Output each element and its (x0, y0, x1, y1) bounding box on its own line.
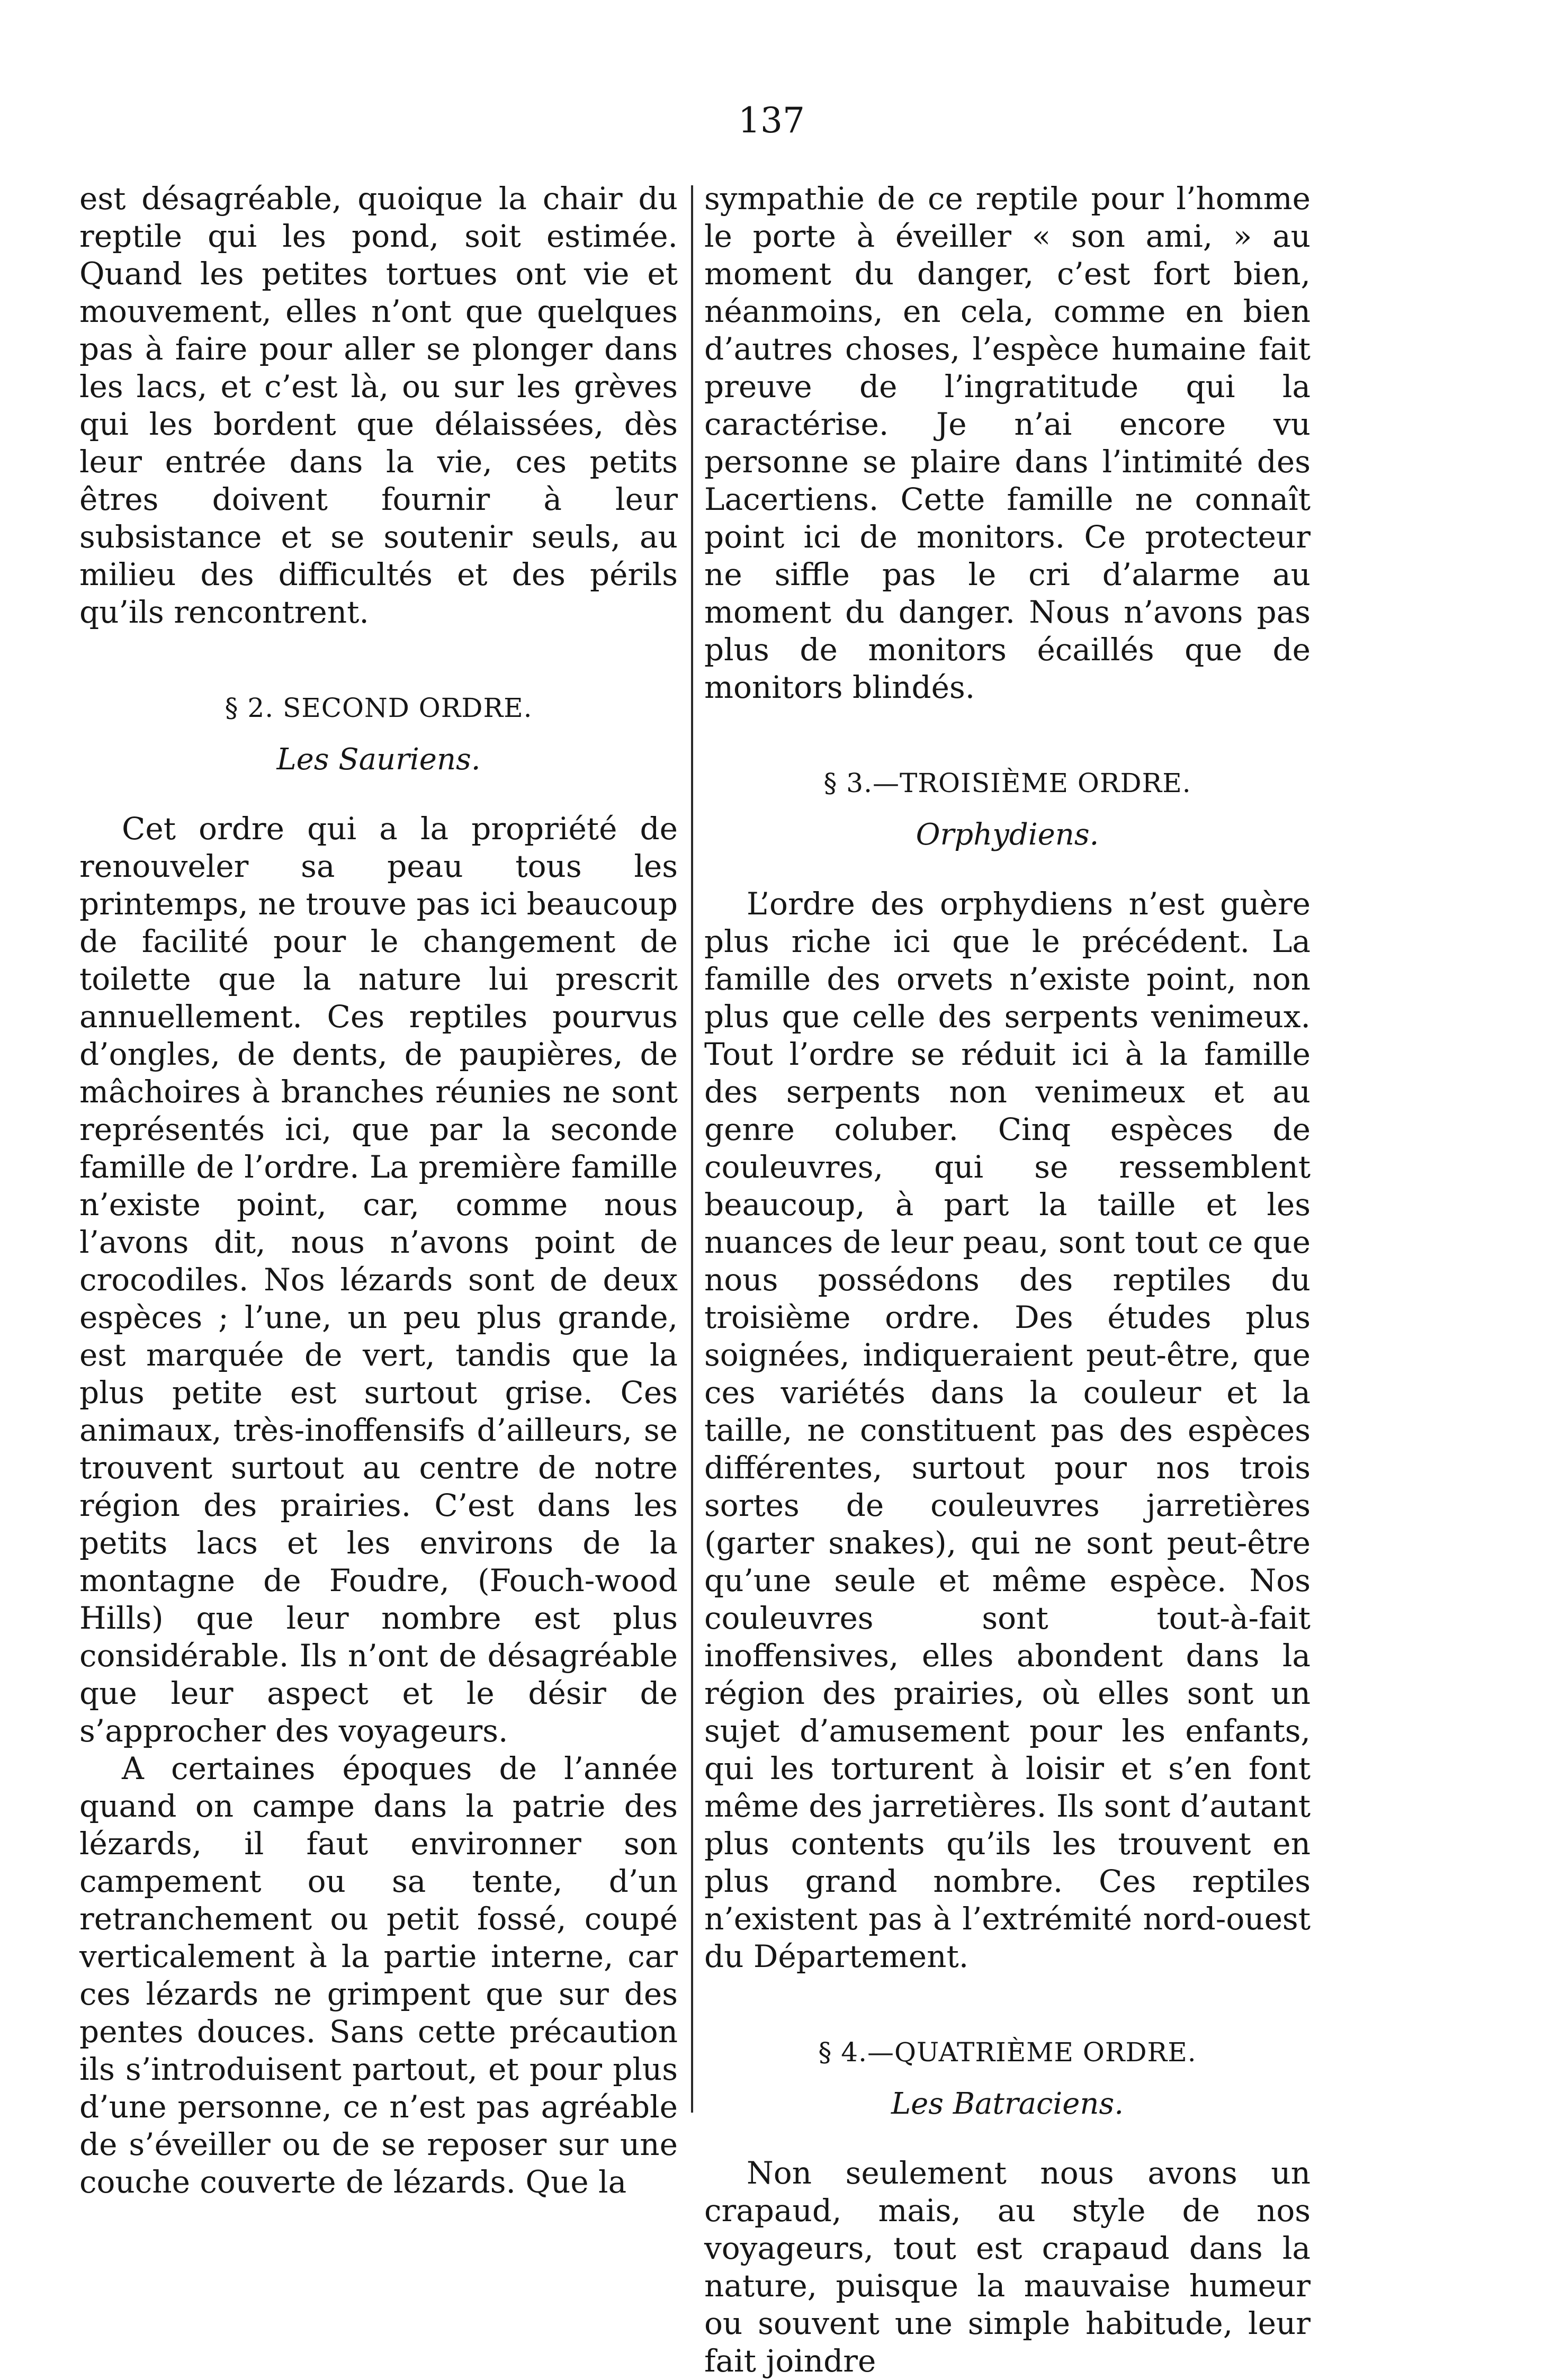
section-4-heading (704, 2034, 1311, 2071)
section-3-subtitle: Orphydiens. (916, 818, 1099, 852)
left-paragraph-3: A certaines époques de l’année quand on campe dans la patrie des lézards, il faut environner son campement ou sa tente, d’un retranchement ou petit fossé, coupé verticalement à la partie interne, car ces lézards ne grimpent que sur des pentes douces. Sans cette précaution ils s’introduisent partout, et pour plus d’une personne, ce n’est pas agréable de s’éveiller ou de se reposer sur une couche couverte de lézards. Que la (79, 1750, 678, 2200)
right-column (704, 180, 1311, 2379)
section-2-heading (79, 689, 678, 727)
section-4-number: § 4.— (818, 2037, 895, 2068)
column-divider (691, 185, 693, 2113)
section-3-number: § 3.— (823, 768, 900, 798)
section-2-number: § 2. (225, 693, 274, 723)
section-3-heading (704, 765, 1311, 802)
left-paragraph-2: Cet ordre qui a la propriété de renouveler sa peau tous les printemps, ne trouve pas ici beaucoup de facilité pour le changement de toilette que la nature lui prescrit annuellement. Ces reptiles pourvus d’ongles, de dents, de paupières, de mâchoires à branches réunies ne sont représentés ici, que par la seconde famille de l’ordre. La première famille n’existe point, car, comme nous l’avons dit, nous n’avons point de crocodiles. Nos lézards sont de deux espèces ; l’une, un peu plus grande, est marquée de vert, tandis que la plus petite est surtout grise. Ces animaux, très-inoffensifs d’ailleurs, se trouvent surtout au centre de notre région des prairies. C’est dans les petits lacs et les environs de la montagne de Foudre, (Fouch-wood Hills) que leur nombre est plus considérable. Ils n’ont de désagréable que leur aspect et le désir de s’approcher des voyageurs. (79, 811, 678, 1749)
section-2-title: SECOND ORDRE. (283, 693, 533, 723)
left-paragraph-1: est désagréable, quoique la chair du reptile qui les pond, soit estimée. Quand les petites tortues ont vie et mouvement, elles n’ont que quelques pas à faire pour aller se plonger dans les lacs, et c’est là, ou sur les grèves qui les bordent que délaissées, dès leur entrée dans la vie, ces petits êtres doivent fournir à leur subsistance et se soutenir seuls, au milieu des difficultés et des périls qu’ils rencontrent. (79, 181, 678, 630)
left-column (79, 180, 678, 2200)
page-number: 137 (738, 100, 805, 141)
right-paragraph-2: L’ordre des orphydiens n’est guère plus riche ici que le précédent. La famille des orvets n’existe point, non plus que celle des serpents venimeux. Tout l’ordre se réduit ici à la famille des serpents non venimeux et au genre coluber. Cinq espèces de couleuvres, qui se ressemblent beaucoup, à part la taille et les nuances de leur peau, sont tout ce que nous possédons des reptiles du troisième ordre. Des études plus soignées, indiqueraient peut-être, que ces variétés dans la couleur et la taille, ne constituent pas des espèces différentes, surtout pour nos trois sortes de couleuvres jarretières (garter snakes), qui ne sont peut-être qu’une seule et même espèce. Nos couleuvres sont tout-à-fait inoffensives, elles abondent dans la région des prairies, où elles sont un sujet d’amusement pour les enfants, qui les torturent à loisir et s’en font même des jarretières. Ils sont d’autant plus contents qu’ils les trouvent en plus grand nombre. Ces reptiles n’existent pas à l’extrémité nord-ouest du Département. (704, 886, 1311, 1974)
right-paragraph-3: Non seulement nous avons un crapaud, mais, au style de nos voyageurs, tout est crapaud dans la nature, puisque la mauvaise humeur ou souvent une simple habitude, leur fait joindre (704, 2155, 1311, 2379)
section-4-subtitle: Les Batraciens. (891, 2087, 1124, 2121)
right-paragraph-1: sympathie de ce reptile pour l’homme le porte à éveiller « son ami, » au moment du danger, c’est fort bien, néanmoins, en cela, comme en bien d’autres choses, l’espèce humaine fait preuve de l’ingratitude qui la caractérise. Je n’ai encore vu personne se plaire dans l’intimité des Lacertiens. Cette famille ne connaît point ici de monitors. Ce protecteur ne siffle pas le cri d’alarme au moment du danger. Nous n’avons pas plus de monitors écaillés que de monitors blindés. (704, 181, 1311, 705)
section-4-title: QUATRIÈME ORDRE. (894, 2037, 1197, 2068)
section-2-subtitle: Les Sauriens. (276, 742, 481, 777)
section-3-title: TROISIÈME ORDRE. (900, 768, 1191, 798)
